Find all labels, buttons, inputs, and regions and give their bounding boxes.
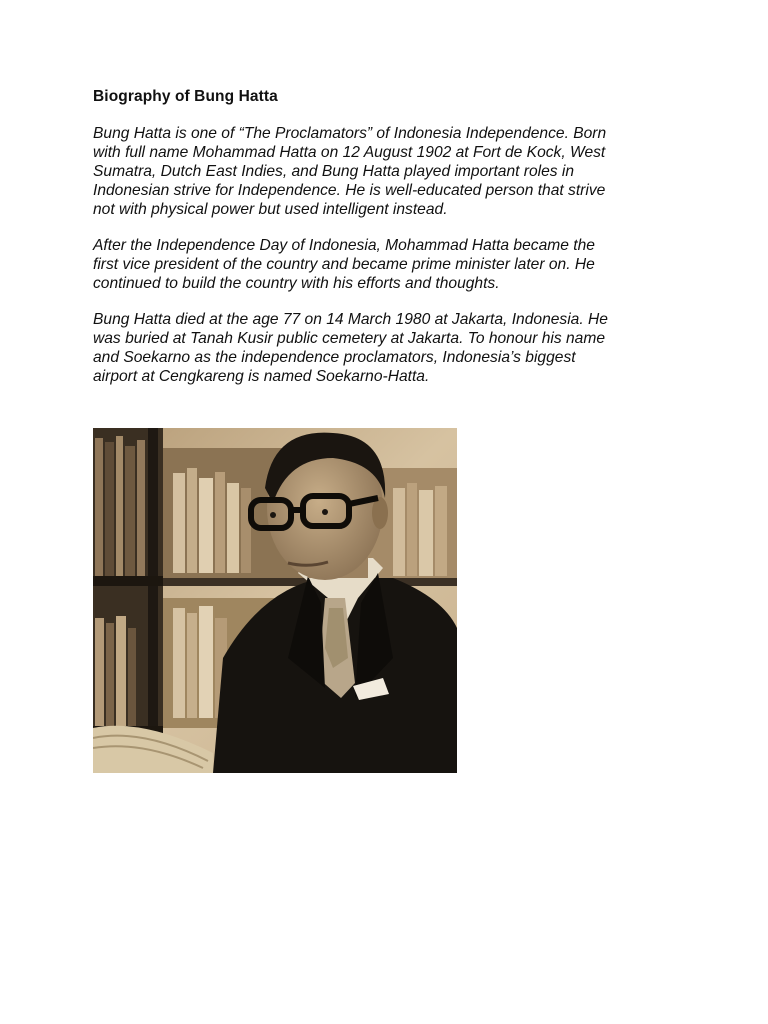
paragraph-line: first vice president of the country and became prime minister later on. He	[93, 256, 595, 273]
paragraph-line: Indonesian strive for Independence. He is well-educated person that strive	[93, 182, 606, 199]
paragraph-line: continued to build the country with his efforts and thoughts.	[93, 275, 500, 292]
paragraph-intro	[93, 124, 693, 219]
paragraph-line: airport at Cengkareng is named Soekarno-Hatta.	[93, 368, 430, 385]
portrait-illustration	[93, 428, 457, 773]
paragraph-line: was buried at Tanah Kusir public cemetery at Jakarta. To honour his name	[93, 330, 605, 347]
paragraph-line: with full name Mohammad Hatta on 12 August 1902 at Fort de Kock, West	[93, 144, 606, 161]
bookshelf-left	[93, 428, 163, 773]
paragraph-career	[93, 236, 693, 293]
paragraph-legacy	[93, 310, 693, 386]
paragraph-line: Bung Hatta died at the age 77 on 14 March 1980 at Jakarta, Indonesia. He	[93, 311, 608, 328]
paragraph-line: Sumatra, Dutch East Indies, and Bung Hatta played important roles in	[93, 163, 575, 180]
document-title: Biography of Bung Hatta	[93, 88, 278, 105]
paragraph-line: After the Independence Day of Indonesia, Mohammad Hatta became the	[93, 237, 595, 254]
portrait-photo	[93, 428, 457, 773]
paragraph-line: not with physical power but used intelligent instead.	[93, 201, 448, 218]
paragraph-line: Bung Hatta is one of “The Proclamators” of Indonesia Independence. Born	[93, 125, 607, 142]
paragraph-line: and Soekarno as the independence proclamators, Indonesia’s biggest	[93, 349, 576, 366]
